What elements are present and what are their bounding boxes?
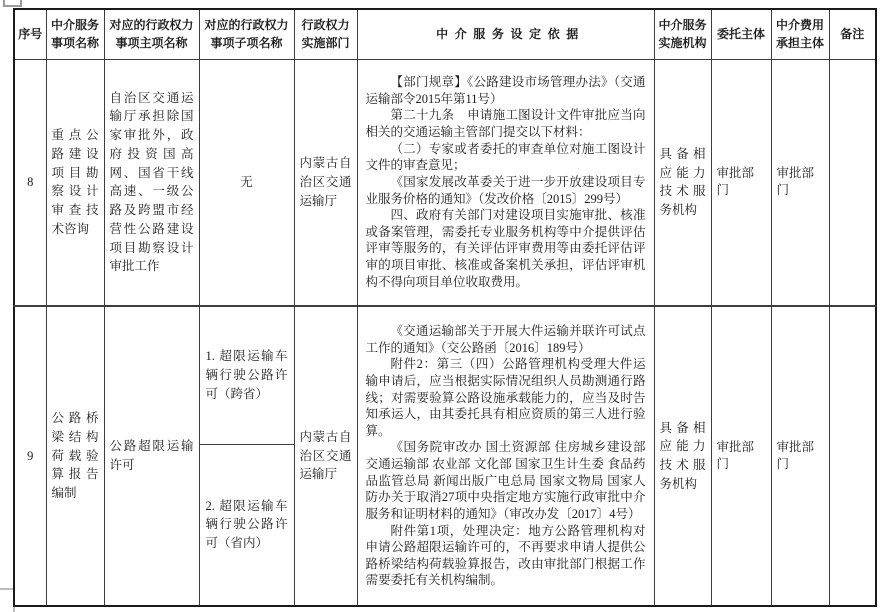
header-fee-bearer: 中介费用承担主体: [771, 9, 829, 59]
row9-main-item: 公路超限运输许可: [104, 306, 199, 606]
header-seq: 序号: [14, 9, 46, 59]
row8-agency: 具备相应能力技术服务机构: [654, 59, 711, 306]
page-edge-artifact-bottom-h: [0, 588, 14, 590]
row9-remark: [829, 306, 876, 606]
page-edge-artifact-top: [3, 0, 22, 7]
row9-basis-p4: 附件第1项，处理决定：地方公路管理机构对申请公路超限运输许可的，不再要求申请人提供公路桥梁结构荷载验算报告，改由审批部门根据工作需要委托有关机构编制。: [365, 523, 646, 588]
header-row: [14, 9, 876, 59]
table-row-8: [14, 59, 876, 306]
header-department: 行政权力实施部门: [294, 9, 357, 59]
intermediary-services-table: [13, 8, 877, 607]
header-basis: 中介服务设定依据: [357, 9, 654, 59]
row9-sub-item-1: 1. 超限运输车辆行驶公路许可（跨省）: [199, 306, 294, 444]
row8-service-name: 重点公路建设项目勘察设计审查技术咨询: [46, 59, 104, 306]
row8-seq: 8: [14, 59, 46, 306]
header-sub-item: 对应的行政权力事项子项名称: [199, 9, 294, 59]
row8-basis-p5: 四、政府有关部门对建设项目实施审批、核准或备案管理，需委托专业服务机构等中介提供评估评审等服务的，有关评估评审费用等由委托评估评审的项目审批、核准或备案机关承担，评估评审机构不得向项目单位收取费用。: [365, 208, 646, 289]
row9-principal: 审批部门: [711, 306, 771, 606]
row9-sub-item-2: 2. 超限运输车辆行驶公路许可（省内）: [199, 444, 294, 606]
row8-sub-item: 无: [199, 59, 294, 306]
row9-fee-bearer: 审批部门: [771, 306, 829, 606]
row8-basis: [357, 59, 654, 306]
row8-main-item: 自治区交通运输厅承担除国家审批外，政府投资国高网、国省干线高速、一级公路及跨盟市经营性公路建设项目勘察设计审批工作: [104, 59, 199, 306]
row8-fee-bearer: 审批部门: [771, 59, 829, 306]
row8-basis-p1: 【部门规章】《公路建设市场管理办法》（交通运输部令2015年第11号）: [365, 75, 646, 106]
row8-basis-p3: （二）专家或者委托的审查单位对施工图设计文件的审查意见；: [365, 141, 646, 173]
header-principal: 委托主体: [711, 9, 771, 59]
header-remark: 备注: [829, 9, 876, 59]
row8-principal: 审批部门: [711, 59, 771, 306]
header-service-name: 中介服务事项名称: [46, 9, 104, 59]
row8-basis-p4: 《国家发展改革委关于进一步开放建设项目专业服务价格的通知》（发改价格〔2015〕299号）: [365, 174, 646, 206]
row9-department: 内蒙古自治区交通运输厅: [294, 306, 357, 606]
table-row-9: [14, 306, 876, 444]
row9-seq: 9: [14, 306, 46, 606]
row8-basis-p2: 第二十九条 申请施工图设计文件审批应当向相关的交通运输主管部门提交以下材料：: [365, 108, 646, 140]
row8-department: 内蒙古自治区交通运输厅: [294, 59, 357, 306]
header-agency: 中介服务实施机构: [654, 9, 711, 59]
row9-service-name: 公路桥梁结构荷载验算报告编制: [46, 306, 104, 606]
row9-basis-p2: 附件2：第三（四）公路管理机构受理大件运输申请后，应当根据实际情况组织人员勘测通行路线；对需要验算公路设施承载能力的，应当及时告知承运人，由其委托具有相应资质的第三人进行验算。: [365, 357, 646, 438]
row9-basis: [357, 306, 654, 606]
row8-remark: [829, 59, 876, 306]
row9-basis-p1: 《交通运输部关于开展大件运输并联许可试点工作的通知》（交公路函〔2016〕189号）: [365, 324, 646, 355]
header-main-item: 对应的行政权力事项主项名称: [104, 9, 199, 59]
row9-basis-p3: 《国务院审改办 国土资源部 住房城乡建设部 交通运输部 农业部 文化部 国家卫生计生委 食品药品监管总局 新闻出版广电总局 国家文物局 国家人防办关于取消27项中央指定地方实施行政审批中介服务和证明材料的通知》（审改办发〔2017〕4号）: [365, 440, 646, 521]
row9-agency: 具备相应能力技术服务机构: [654, 306, 711, 606]
